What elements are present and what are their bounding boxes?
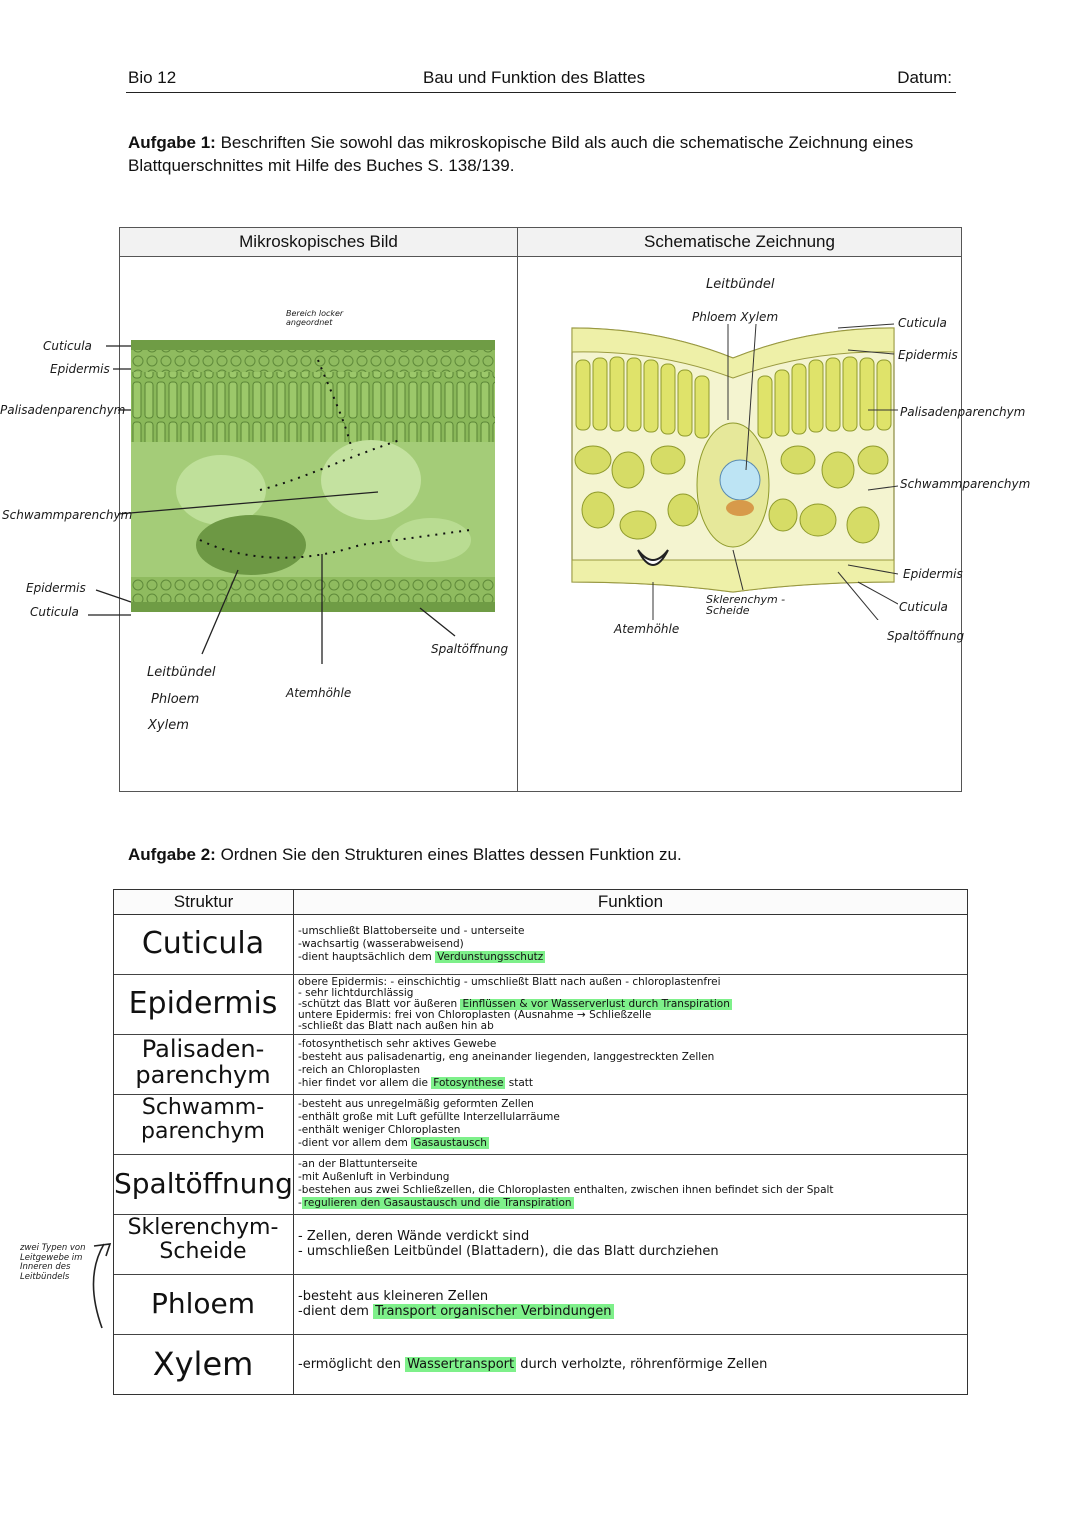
schema-label-epidermis-bottom: Epidermis bbox=[903, 567, 963, 581]
date-label: Datum: bbox=[897, 68, 952, 87]
function-line: -fotosynthetisch sehr aktives Gewebe bbox=[298, 1038, 497, 1050]
function-line: -umschließt Blattoberseite und - unterseite bbox=[298, 924, 525, 937]
micro-label-cuticula-bottom: Cuticula bbox=[30, 605, 79, 619]
function-line: -schützt das Blatt vor äußeren Einflüssen & vor Wasserverlust durch Transpiration bbox=[298, 998, 730, 1010]
micro-label-leitbuendel: Leitbündel bbox=[147, 665, 216, 680]
function-cell bbox=[298, 1098, 962, 1150]
function-cell bbox=[298, 1229, 962, 1259]
micro-label-palisaden: Palisadenparenchym bbox=[0, 403, 126, 417]
schema-label-epidermis-top: Epidermis bbox=[898, 348, 958, 362]
table-row bbox=[114, 974, 967, 1035]
table-row bbox=[114, 1334, 967, 1394]
page-title: Bau und Funktion des Blattes bbox=[423, 68, 646, 87]
function-line: - umschließen Leitbündel (Blattadern), die das Blatt durchziehen bbox=[298, 1244, 719, 1259]
function-line: -besteht aus palisadenartig, eng aneinander liegenden, langgestreckten Zellen bbox=[298, 1051, 715, 1063]
table-row bbox=[114, 1214, 967, 1275]
table-row bbox=[114, 1274, 967, 1335]
structure-cell: Epidermis bbox=[128, 986, 278, 1021]
function-line: untere Epidermis: frei von Chloroplasten (Ausnahme → Schließzelle bbox=[298, 1009, 652, 1021]
structure-cell: Cuticula bbox=[141, 926, 265, 961]
function-line: - Zellen, deren Wände verdickt sind bbox=[298, 1229, 530, 1244]
schema-header: Schematische Zeichnung bbox=[518, 228, 961, 257]
micro-label-spaltoeffnung: Spaltöffnung bbox=[431, 642, 509, 656]
function-cell bbox=[298, 925, 962, 964]
schema-label-schwamm: Schwammparenchym bbox=[900, 477, 1031, 491]
schema-label-sklerenchym: Sklerenchym - Scheide bbox=[706, 593, 786, 617]
schema-label-cuticula-top: Cuticula bbox=[898, 316, 947, 330]
structure-cell: Sklerenchym-Scheide bbox=[127, 1215, 279, 1264]
table-row bbox=[114, 1034, 967, 1095]
schema-label-phloem-xylem: Phloem Xylem bbox=[692, 310, 779, 324]
function-line: obere Epidermis: - einschichtig - umschließt Blatt nach außen - chloroplastenfrei bbox=[298, 976, 721, 988]
function-line: -besteht aus unregelmäßig geformten Zellen bbox=[298, 1098, 534, 1110]
function-line: -dient dem Transport organischer Verbindungen bbox=[298, 1304, 612, 1319]
table-row bbox=[114, 914, 967, 975]
function-line: -enthält große mit Luft gefüllte Interzellularräume bbox=[298, 1111, 560, 1123]
function-line: -wachsartig (wasserabweisend) bbox=[298, 937, 464, 950]
micro-label-epidermis-bottom: Epidermis bbox=[26, 581, 86, 595]
schema-label-leitbuendel: Leitbündel bbox=[706, 277, 775, 292]
structure-function-table bbox=[113, 889, 968, 1395]
schematic-leaf-drawing bbox=[568, 320, 898, 620]
task2-text: Ordnen Sie den Strukturen eines Blattes dessen Funktion zu. bbox=[215, 845, 682, 864]
side-note: zwei Typen von Leitgewebe im Inneren des Leitbündels bbox=[20, 1243, 86, 1282]
course-label: Bio 12 bbox=[128, 68, 177, 87]
col-header-funktion: Funktion bbox=[294, 890, 967, 915]
structure-cell: Phloem bbox=[150, 1287, 256, 1320]
structure-cell: Xylem bbox=[152, 1345, 254, 1383]
micro-label-epidermis-top: Epidermis bbox=[50, 362, 110, 376]
function-cell bbox=[298, 1357, 962, 1372]
schema-label-cuticula-bottom: Cuticula bbox=[899, 600, 948, 614]
schema-label-atemhoehle: Atemhöhle bbox=[614, 622, 680, 636]
task1-label: Aufgabe 1: bbox=[128, 133, 216, 152]
function-line: -besteht aus kleineren Zellen bbox=[298, 1289, 489, 1304]
structure-cell: Schwamm-parenchym bbox=[141, 1095, 265, 1144]
function-cell bbox=[298, 1289, 962, 1319]
table-row bbox=[114, 1154, 967, 1215]
function-line: -mit Außenluft in Verbindung bbox=[298, 1171, 450, 1183]
function-line: -reich an Chloroplasten bbox=[298, 1064, 421, 1076]
function-cell bbox=[298, 977, 962, 1032]
structure-cell: Palisaden-parenchym bbox=[135, 1035, 271, 1089]
micro-label-schwamm: Schwammparenchym bbox=[2, 508, 133, 522]
schema-label-palisaden: Palisadenparenchym bbox=[900, 405, 1026, 419]
function-line: -an der Blattunterseite bbox=[298, 1158, 418, 1170]
table-row bbox=[114, 1094, 967, 1155]
function-line: - regulieren den Gasaustausch und die Transpiration bbox=[298, 1197, 572, 1209]
task2-instruction bbox=[128, 843, 682, 866]
task1-instruction bbox=[128, 131, 918, 177]
function-line: -hier findet vor allem die Fotosynthese statt bbox=[298, 1077, 534, 1089]
micro-label-atemhoehle: Atemhöhle bbox=[286, 686, 352, 700]
micro-label-phloem: Phloem bbox=[151, 692, 200, 707]
function-line: -enthält weniger Chloroplasten bbox=[298, 1124, 461, 1136]
col-header-struktur: Struktur bbox=[114, 890, 293, 915]
micro-label-cuticula-top: Cuticula bbox=[43, 339, 92, 353]
function-line: -schließt das Blatt nach außen hin ab bbox=[298, 1020, 494, 1032]
function-line: -bestehen aus zwei Schließzellen, die Chloroplasten enthalten, zwischen ihnen befindet sich der Spalt bbox=[298, 1184, 834, 1196]
side-note-bracket bbox=[70, 1238, 120, 1338]
function-cell bbox=[298, 1158, 962, 1210]
task2-label: Aufgabe 2: bbox=[128, 845, 216, 864]
schema-label-spaltoeffnung: Spaltöffnung bbox=[887, 629, 965, 643]
micro-header: Mikroskopisches Bild bbox=[120, 228, 517, 257]
structure-cell: Spaltöffnung bbox=[114, 1167, 293, 1200]
function-cell bbox=[298, 1038, 962, 1090]
micro-label-bereich: Bereich locker angeordnet bbox=[286, 309, 344, 327]
task1-text: Beschriften Sie sowohl das mikroskopische Bild als auch die schematische Zeichnung eines Blattquerschnittes mit Hilfe des Buches S. 138/139. bbox=[128, 133, 914, 175]
micro-label-xylem: Xylem bbox=[148, 718, 189, 733]
page-header bbox=[126, 66, 956, 93]
function-line: -dient vor allem dem Gasaustausch bbox=[298, 1137, 487, 1149]
function-line: -dient hauptsächlich dem Verdunstungsschutz bbox=[298, 950, 544, 963]
function-line: - sehr lichtdurchlässig bbox=[298, 987, 414, 999]
function-line: -ermöglicht den Wassertransport durch verholzte, röhrenförmige Zellen bbox=[298, 1356, 768, 1372]
